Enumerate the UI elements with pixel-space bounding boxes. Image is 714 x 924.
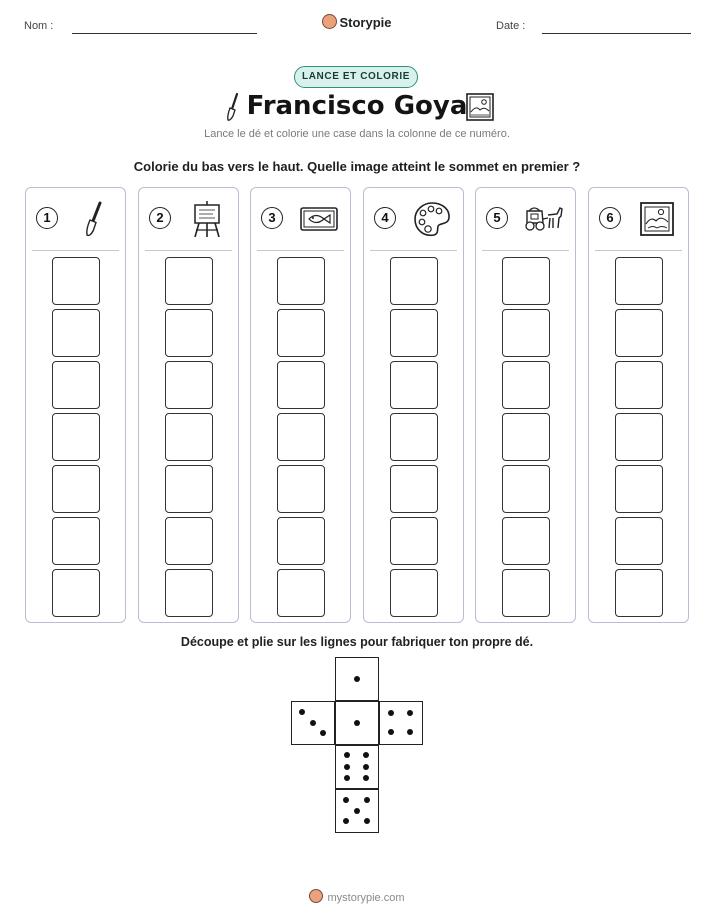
name-line [72,33,257,34]
dice-pip [388,729,394,735]
column-divider [595,250,682,251]
color-cell[interactable] [390,517,438,565]
dice-column-6 [588,187,689,623]
date-label: Date : [496,20,526,32]
color-cell[interactable] [502,569,550,617]
color-cell[interactable] [615,309,663,357]
dice-pip [363,752,369,758]
dice-pip [354,720,360,726]
footer [0,889,714,904]
column-number: 6 [599,207,621,229]
dice-column-3 [250,187,351,623]
color-cell[interactable] [165,569,213,617]
name-label: Nom : [24,20,54,32]
color-cell[interactable] [615,465,663,513]
cut-instruction: Découpe et plie sur les lignes pour fabriquer ton propre dé. [180,635,534,649]
column-number: 5 [486,207,508,229]
color-cell[interactable] [165,413,213,461]
dice-face-4 [379,701,423,745]
dice-face-3 [291,701,335,745]
dice-pip [407,710,413,716]
color-cell[interactable] [52,569,100,617]
color-cell[interactable] [390,413,438,461]
brand-name: Storypie [339,15,392,30]
color-cell[interactable] [52,413,100,461]
color-cell[interactable] [615,517,663,565]
color-cell[interactable] [615,569,663,617]
dice-pip [363,764,369,770]
page-title: Francisco Goya [246,91,468,121]
color-cell[interactable] [165,257,213,305]
subtitle: Lance le dé et colorie une case dans la colonne de ce numéro. [204,128,510,140]
storypie-logo-icon [322,14,337,29]
color-cell[interactable] [52,257,100,305]
column-divider [370,250,457,251]
color-cell[interactable] [277,517,325,565]
color-cell[interactable] [615,361,663,409]
dice-pip [320,730,326,736]
color-cell[interactable] [165,361,213,409]
color-cell[interactable] [277,569,325,617]
paintbrush-icon [74,199,114,239]
dice-pip [363,775,369,781]
color-cell[interactable] [165,309,213,357]
color-cell[interactable] [390,569,438,617]
color-cell[interactable] [502,413,550,461]
color-cell[interactable] [52,517,100,565]
color-cell[interactable] [52,465,100,513]
horse-carriage-icon [524,199,564,239]
color-cell[interactable] [277,413,325,461]
color-cell[interactable] [615,257,663,305]
color-cell[interactable] [52,361,100,409]
dice-pip [343,818,349,824]
dice-pip [299,709,305,715]
color-cell[interactable] [390,361,438,409]
column-divider [32,250,119,251]
column-number: 3 [261,207,283,229]
dice-column-2 [138,187,239,623]
color-cell[interactable] [390,465,438,513]
footer-url: mystorypie.com [327,892,405,904]
dice-column-4 [363,187,464,623]
palette-icon [412,199,452,239]
color-cell[interactable] [390,309,438,357]
color-cell[interactable] [390,257,438,305]
dice-pip [344,764,350,770]
color-cell[interactable] [277,257,325,305]
dice-column-1 [25,187,126,623]
dice-pip [388,710,394,716]
fish-painting-icon [299,199,339,239]
color-cell[interactable] [277,465,325,513]
easel-icon [187,199,227,239]
column-divider [145,250,232,251]
dice-pip [354,808,360,814]
color-cell[interactable] [502,309,550,357]
dice-face-1 [335,657,379,701]
storypie-logo-icon [309,889,323,903]
color-cell[interactable] [502,361,550,409]
color-cell[interactable] [277,361,325,409]
color-cell[interactable] [165,517,213,565]
dice-face-1 [335,701,379,745]
dice-column-5 [475,187,576,623]
dice-face-5 [335,789,379,833]
dice-pip [310,720,316,726]
color-cell[interactable] [502,517,550,565]
date-line [542,33,691,34]
dice-pip [364,797,370,803]
instruction: Colorie du bas vers le haut. Quelle image atteint le sommet en premier ? [133,159,581,174]
color-cell[interactable] [165,465,213,513]
dice-pip [364,818,370,824]
dice-pip [354,676,360,682]
color-cell[interactable] [502,465,550,513]
brand-logo [0,14,714,30]
color-cell[interactable] [615,413,663,461]
title-framed-landscape-icon [466,93,494,121]
dice-face-6 [335,745,379,789]
column-divider [257,250,344,251]
framed-landscape-icon [637,199,677,239]
color-cell[interactable] [52,309,100,357]
column-divider [482,250,569,251]
column-number: 2 [149,207,171,229]
dice-pip [343,797,349,803]
dice-pip [407,729,413,735]
dice-pip [344,752,350,758]
dice-pip [344,775,350,781]
column-number: 4 [374,207,396,229]
color-cell[interactable] [277,309,325,357]
activity-badge: LANCE ET COLORIE [294,66,418,88]
color-cell[interactable] [502,257,550,305]
column-number: 1 [36,207,58,229]
